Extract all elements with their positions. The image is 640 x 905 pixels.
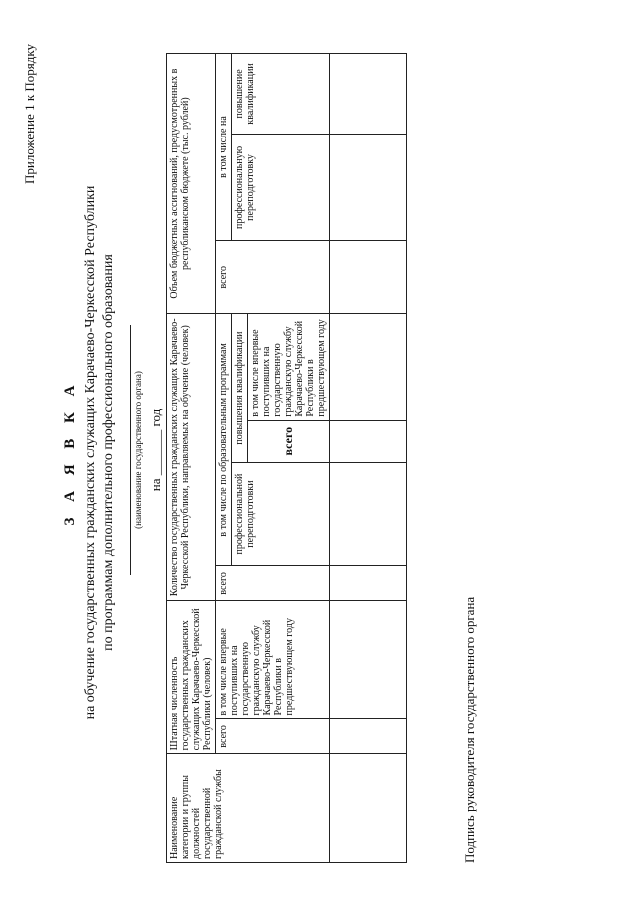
table-cell xyxy=(330,241,407,314)
header-qualification-first-time: в том числе впервые поступивших на государственную гражданскую службу Карачаево-Черкесской Республики в предшествующем году xyxy=(248,314,330,420)
organization-name-line xyxy=(130,325,131,575)
header-staff-first-time: в том числе впервые поступивших на государственную гражданскую службу Карачаево-Черкесской Республики в предшествующем году xyxy=(216,601,330,719)
year-label: на _______ год xyxy=(148,408,163,492)
header-staff: Штатная численность государственных гражданских служащих Карачаево-Черкесской Республики (человек) xyxy=(167,601,216,754)
header-budget-retraining: профессиональную переподготовку xyxy=(232,134,330,240)
table-cell xyxy=(330,601,407,719)
header-count-by-programs: в том числе по образовательным программам xyxy=(216,314,232,566)
table-cell xyxy=(330,314,407,420)
header-staff-total: всего xyxy=(216,719,330,754)
table-cell xyxy=(330,420,407,462)
organization-caption: (наименование государственного органа) xyxy=(133,371,143,529)
table-cell xyxy=(330,754,407,863)
document-subtitle-line-2: по программам дополнительного профессионального образования xyxy=(101,254,116,651)
header-budget-including: в том числе на xyxy=(216,54,232,241)
table-row xyxy=(330,54,407,863)
table-cell xyxy=(330,719,407,754)
header-category: Наименование категории и группы должностей государственной гражданской службы xyxy=(167,754,330,863)
header-count-qualification: повышения квалификации xyxy=(232,314,248,462)
annex-note: Приложение 1 к Порядку xyxy=(22,44,37,184)
header-count-total: всего xyxy=(216,566,330,601)
signature-label: Подпись руководителя государственного органа xyxy=(462,596,477,863)
header-count: Количество государственных гражданских служащих Карачаево-Черкесской Республики, направляемых на обучение (человек) xyxy=(167,314,216,601)
table-cell xyxy=(330,566,407,601)
table-cell xyxy=(330,462,407,566)
header-budget-total: всего xyxy=(216,241,330,314)
header-row-2 xyxy=(216,54,232,863)
header-budget: Объем бюджетных ассигнований, предусмотренных в республиканском бюджете (тыс. рублей) xyxy=(167,54,216,314)
header-count-retraining: профессиональной переподготовки xyxy=(232,462,330,566)
header-budget-qualification: повышение квалификации xyxy=(232,54,330,135)
header-row-1 xyxy=(167,54,216,863)
table-cell xyxy=(330,54,407,135)
table-cell xyxy=(330,134,407,240)
application-table xyxy=(166,53,407,863)
document-subtitle-line-1: на обучение государственных гражданских служащих Карачаево-Черкесской Республики xyxy=(83,185,98,720)
document-title: З А Я В К А xyxy=(62,379,78,526)
header-qualification-total: всего xyxy=(248,420,330,462)
